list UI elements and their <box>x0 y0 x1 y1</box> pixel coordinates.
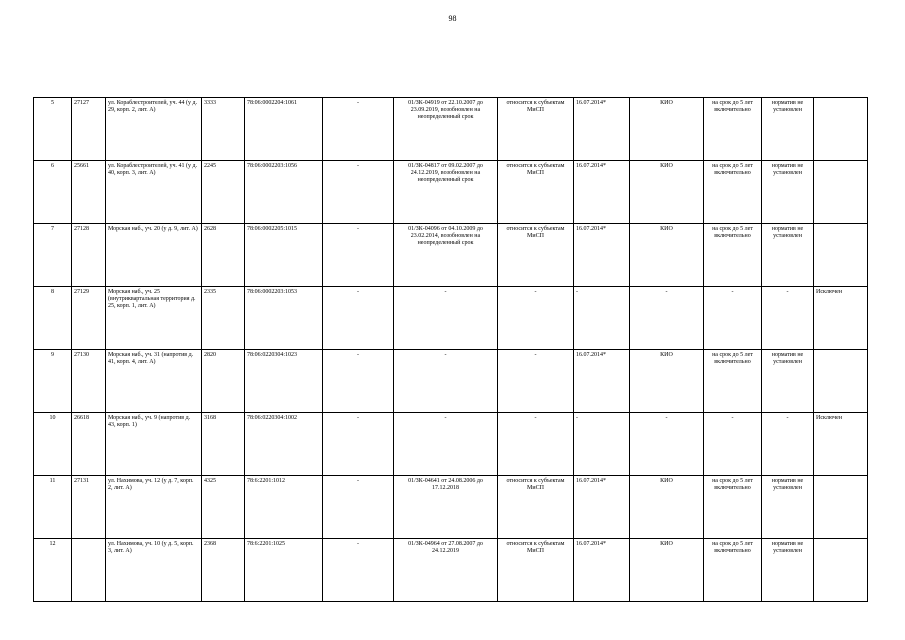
note-cell: Исключен <box>814 413 868 476</box>
cadastral-number-cell: 78:6:2201:1012 <box>245 476 323 539</box>
kio-cell: КИО <box>630 539 704 602</box>
note-cell <box>814 161 868 224</box>
note-cell <box>814 350 868 413</box>
contract-cell: - <box>394 350 498 413</box>
area-cell: 2820 <box>202 350 245 413</box>
row-number: 10 <box>34 413 72 476</box>
cadastral-number-cell: 78:06:0002203:1056 <box>245 161 323 224</box>
norm-cell: - <box>762 413 814 476</box>
address-cell: ул. Кораблестроителей, уч. 41 (у д. 40, корп. 3, лит. А) <box>106 161 202 224</box>
area-cell: 4325 <box>202 476 245 539</box>
object-id: 27129 <box>72 287 106 350</box>
row-number: 12 <box>34 539 72 602</box>
norm-cell: норматив не установлен <box>762 98 814 161</box>
address-cell: Морская наб., уч. 31 (напротив д. 41, корп. 4, лит. А) <box>106 350 202 413</box>
term-cell: на срок до 5 лет включительно <box>704 350 762 413</box>
category-cell: относится к субъектам МиСП <box>498 161 574 224</box>
term-cell: на срок до 5 лет включительно <box>704 539 762 602</box>
area-cell: 3168 <box>202 413 245 476</box>
date-cell: 16.07.2014* <box>574 476 630 539</box>
address-cell: Морская наб., уч. 9 (напротив д. 43, корп. 1) <box>106 413 202 476</box>
contract-cell: 01/ЗК-04919 от 22.10.2007 до 23.09.2019, возобновлен на неопределенный срок <box>394 98 498 161</box>
category-cell: относится к субъектам МиСП <box>498 539 574 602</box>
area-cell: 2628 <box>202 224 245 287</box>
category-cell: - <box>498 287 574 350</box>
kio-cell: - <box>630 287 704 350</box>
date-cell: - <box>574 287 630 350</box>
date-cell: - <box>574 413 630 476</box>
contract-cell: - <box>394 413 498 476</box>
category-cell: - <box>498 350 574 413</box>
kio-cell: КИО <box>630 350 704 413</box>
date-cell: 16.07.2014* <box>574 224 630 287</box>
category-cell: относится к субъектам МиСП <box>498 98 574 161</box>
cadastral-number-cell: 78:06:0220304:1023 <box>245 350 323 413</box>
address-cell: ул. Нахимова, уч. 12 (у д. 7, корп. 2, лит. А) <box>106 476 202 539</box>
norm-cell: норматив не установлен <box>762 539 814 602</box>
note-cell <box>814 476 868 539</box>
object-id: 27128 <box>72 224 106 287</box>
table-row <box>34 161 868 224</box>
cadastral-number-cell: 78:06:0002205:1015 <box>245 224 323 287</box>
note-cell: Исключен <box>814 287 868 350</box>
dash-cell: - <box>323 350 394 413</box>
dash-cell: - <box>323 476 394 539</box>
kio-cell: КИО <box>630 476 704 539</box>
dash-cell: - <box>323 224 394 287</box>
area-cell: 3333 <box>202 98 245 161</box>
row-number: 7 <box>34 224 72 287</box>
term-cell: на срок до 5 лет включительно <box>704 224 762 287</box>
norm-cell: норматив не установлен <box>762 224 814 287</box>
row-number: 11 <box>34 476 72 539</box>
object-id: 26618 <box>72 413 106 476</box>
table-row <box>34 287 868 350</box>
term-cell: на срок до 5 лет включительно <box>704 476 762 539</box>
cadastral-number-cell: 78:6:2201:1025 <box>245 539 323 602</box>
norm-cell: - <box>762 287 814 350</box>
address-cell: ул. Кораблестроителей, уч. 44 (у д. 29, корп. 2, лит. А) <box>106 98 202 161</box>
address-cell: Морская наб., уч. 25 (внутриквартальная территория д. 25, корп. 1, лит. А) <box>106 287 202 350</box>
table-body <box>34 98 868 602</box>
area-cell: 2335 <box>202 287 245 350</box>
object-id: 27130 <box>72 350 106 413</box>
table-row <box>34 539 868 602</box>
contract-cell: 01/ЗК-04641 от 24.08.2006 до 17.12.2018 <box>394 476 498 539</box>
page-number: 98 <box>448 14 457 23</box>
note-cell <box>814 224 868 287</box>
row-number: 6 <box>34 161 72 224</box>
category-cell: относится к субъектам МиСП <box>498 476 574 539</box>
table-row <box>34 224 868 287</box>
date-cell: 16.07.2014* <box>574 539 630 602</box>
row-number: 9 <box>34 350 72 413</box>
contract-cell: - <box>394 287 498 350</box>
term-cell: на срок до 5 лет включительно <box>704 98 762 161</box>
dash-cell: - <box>323 539 394 602</box>
norm-cell: норматив не установлен <box>762 476 814 539</box>
address-cell: Морская наб., уч. 20 (у д. 9, лит. А) <box>106 224 202 287</box>
dash-cell: - <box>323 287 394 350</box>
term-cell: - <box>704 287 762 350</box>
object-id: 25661 <box>72 161 106 224</box>
kio-cell: КИО <box>630 224 704 287</box>
table-row <box>34 98 868 161</box>
term-cell: - <box>704 413 762 476</box>
table-row <box>34 350 868 413</box>
dash-cell: - <box>323 413 394 476</box>
row-number: 5 <box>34 98 72 161</box>
kio-cell: КИО <box>630 98 704 161</box>
date-cell: 16.07.2014* <box>574 350 630 413</box>
date-cell: 16.07.2014* <box>574 98 630 161</box>
cadastral-number-cell: 78:06:0220304:1002 <box>245 413 323 476</box>
row-number: 8 <box>34 287 72 350</box>
contract-cell: 01/ЗК-04964 от 27.08.2007 до 24.12.2019 <box>394 539 498 602</box>
cadastral-number-cell: 78:06:0002204:1061 <box>245 98 323 161</box>
contract-cell: 01/ЗК-04817 от 09.02.2007 до 24.12.2019, возобновлен на неопределенный срок <box>394 161 498 224</box>
category-cell: относится к субъектам МиСП <box>498 224 574 287</box>
object-id <box>72 539 106 602</box>
category-cell: - <box>498 413 574 476</box>
cadastral-number-cell: 78:06:0002203:1053 <box>245 287 323 350</box>
address-cell: ул. Нахимова, уч. 10 (у д. 5, корп. 3, лит. А) <box>106 539 202 602</box>
dash-cell: - <box>323 161 394 224</box>
note-cell <box>814 98 868 161</box>
contract-cell: 01/ЗК-04096 от 04.10.2009 до 23.02.2014, возобновлен на неопределенный срок <box>394 224 498 287</box>
table-row <box>34 413 868 476</box>
area-cell: 2368 <box>202 539 245 602</box>
norm-cell: норматив не установлен <box>762 161 814 224</box>
dash-cell: - <box>323 98 394 161</box>
registry-table <box>33 97 868 602</box>
kio-cell: КИО <box>630 161 704 224</box>
norm-cell: норматив не установлен <box>762 350 814 413</box>
table-row <box>34 476 868 539</box>
date-cell: 16.07.2014* <box>574 161 630 224</box>
term-cell: на срок до 5 лет включительно <box>704 161 762 224</box>
area-cell: 2245 <box>202 161 245 224</box>
kio-cell: - <box>630 413 704 476</box>
object-id: 27131 <box>72 476 106 539</box>
note-cell <box>814 539 868 602</box>
object-id: 27127 <box>72 98 106 161</box>
